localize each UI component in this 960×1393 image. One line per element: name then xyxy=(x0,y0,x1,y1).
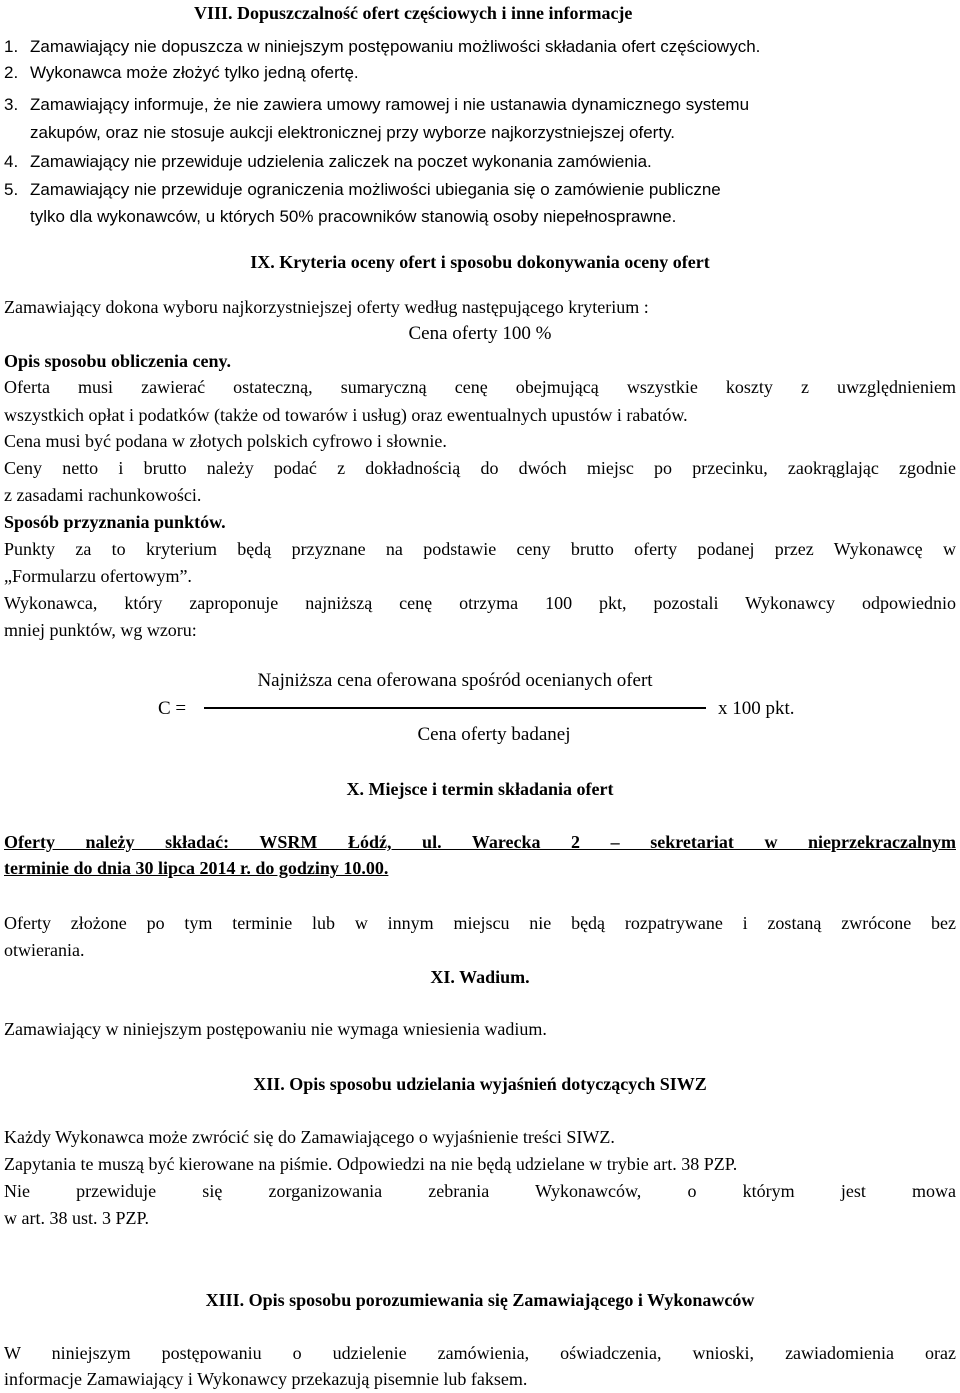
s8-item-4: 4. Zamawiający nie przewiduje udzielenia zaliczek na poczet wykonania zamówienia. xyxy=(4,152,652,171)
section-12-heading: XII. Opis sposobu udzielania wyjaśnień dotyczących SIWZ xyxy=(253,1074,707,1094)
s9-calc-heading: Opis sposobu obliczenia ceny. xyxy=(4,351,232,371)
s9-points-line-3: Wykonawca, który zaproponuje najniższą cenę otrzyma 100 pkt, pozostali Wykonawcy odpowiednio xyxy=(4,593,956,613)
s10-late-line-2: otwierania. xyxy=(4,940,85,960)
s12-line-4: w art. 38 ust. 3 PZP. xyxy=(4,1208,150,1228)
formula-denominator: Cena oferty badanej xyxy=(417,724,571,745)
s10-deadline-line-1: Oferty należy składać: WSRM Łódź, ul. Warecka 2 – sekretariat w nieprzekraczalnym xyxy=(4,832,956,852)
s13-line-1: W niniejszym postępowaniu o udzielenie zamówienia, oświadczenia, wnioski, zawiadomienia oraz xyxy=(4,1343,956,1363)
formula-fraction-bar xyxy=(204,707,706,709)
s13-line-2: informacje Zamawiający i Wykonawcy przekazują pisemnie lub faksem. xyxy=(4,1369,528,1389)
s9-intro: Zamawiający dokona wyboru najkorzystniejszej oferty według następującego kryterium : xyxy=(4,297,649,317)
s9-calc-line-5: z zasadami rachunkowości. xyxy=(4,485,202,505)
section-8-heading: VIII. Dopuszczalność ofert częściowych i inne informacje xyxy=(194,3,633,23)
s11-text: Zamawiający w niniejszym postępowaniu nie wymaga wniesienia wadium. xyxy=(4,1019,547,1039)
s9-points-line-4: mniej punktów, wg wzoru: xyxy=(4,620,197,640)
s9-calc-line-4: Ceny netto i brutto należy podać z dokładnością do dwóch miejsc po przecinku, zaokrąglając zgodnie xyxy=(4,458,956,478)
s8-item-3-cont: zakupów, oraz nie stosuje aukcji elektronicznej przy wyborze najkorzystniejszej oferty. xyxy=(30,123,676,142)
formula-lhs: C = xyxy=(158,698,187,719)
s9-calc-line-2: wszystkich opłat i podatków (także od towarów i usług) oraz ewentualnych upustów i rabatów. xyxy=(4,405,688,425)
s9-criterion: Cena oferty 100 % xyxy=(408,323,552,344)
s10-late-line-1: Oferty złożone po tym terminie lub w innym miejscu nie będą rozpatrywane i zostaną zwrócone bez xyxy=(4,913,956,933)
formula-numerator: Najniższa cena oferowana spośród ocenianych ofert xyxy=(257,670,653,691)
s8-item-3: 3. Zamawiający informuje, że nie zawiera umowy ramowej i nie ustanawia dynamicznego systemu xyxy=(4,95,750,114)
section-11-heading: XI. Wadium. xyxy=(430,967,530,987)
s9-calc-line-1: Oferta musi zawierać ostateczną, sumaryczną cenę obejmującą wszystkie koszty z uwzględnieniem xyxy=(4,377,956,397)
s12-line-3: Nie przewiduje się zorganizowania zebrania Wykonawców, o którym jest mowa xyxy=(4,1181,956,1201)
section-9-heading: IX. Kryteria oceny ofert i sposobu dokonywania oceny ofert xyxy=(250,252,710,272)
s8-item-5: 5. Zamawiający nie przewiduje ograniczenia możliwości ubiegania się o zamówienie publiczne xyxy=(4,180,721,199)
formula-rhs: x 100 pkt. xyxy=(718,698,795,719)
section-10-heading: X. Miejsce i termin składania ofert xyxy=(346,779,614,799)
s8-item-5-cont: tylko dla wykonawców, u których 50% pracowników stanowią osoby niepełnosprawne. xyxy=(30,207,677,226)
s9-points-line-1: Punkty za to kryterium będą przyznane na podstawie ceny brutto oferty podanej przez Wykonawcę w xyxy=(4,539,956,559)
s8-item-2: 2. Wykonawca może złożyć tylko jedną ofertę. xyxy=(4,63,359,82)
s9-points-heading: Sposób przyznania punktów. xyxy=(4,512,226,532)
s10-deadline-line-2: terminie do dnia 30 lipca 2014 r. do godziny 10.00. xyxy=(4,858,389,878)
s9-points-line-2: „Formularzu ofertowym”. xyxy=(4,566,192,586)
s9-calc-line-3: Cena musi być podana w złotych polskich cyfrowo i słownie. xyxy=(4,431,447,451)
s8-item-1: 1. Zamawiający nie dopuszcza w niniejszym postępowaniu możliwości składania ofert częściowych. xyxy=(4,37,761,56)
section-13-heading: XIII. Opis sposobu porozumiewania się Zamawiającego i Wykonawców xyxy=(205,1290,755,1310)
s12-line-2: Zapytania te muszą być kierowane na piśmie. Odpowiedzi na nie będą udzielane w trybie art. 38 PZP. xyxy=(4,1154,738,1174)
s12-line-1: Każdy Wykonawca może zwrócić się do Zamawiającego o wyjaśnienie treści SIWZ. xyxy=(4,1127,615,1147)
